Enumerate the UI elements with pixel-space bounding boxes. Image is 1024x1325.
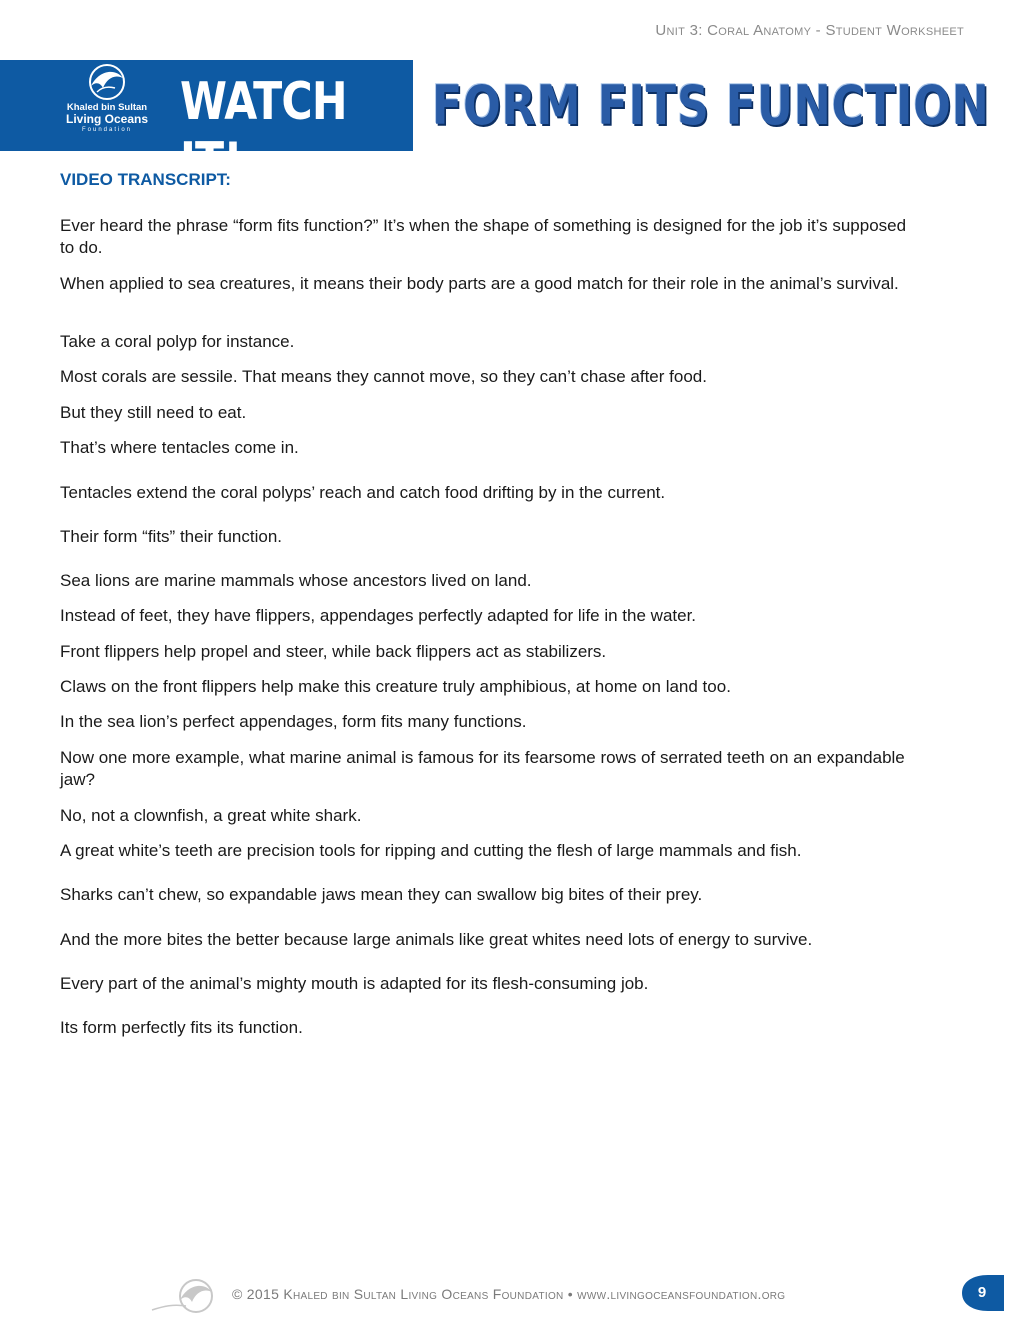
transcript-paragraph: And the more bites the better because large animals like great whites need lots of energy to survive. [60,930,813,949]
transcript-paragraph: Take a coral polyp for instance. [60,332,295,351]
topic-title: FORM FITS FUNCTION [432,74,990,137]
footer-logo-icon [150,1276,222,1316]
logo-line-2: Living Oceans [65,112,149,126]
transcript-paragraph: Ever heard the phrase “form fits function?” It’s when the shape of something is designed for the job it’s supposed to do. [60,216,907,257]
logo-line-1: Khaled bin Sultan [66,102,148,113]
transcript-paragraph: Front flippers help propel and steer, while back flippers act as stabilizers. [60,642,607,661]
banner-label: WATCH IT! [180,72,347,192]
transcript-paragraph: A great white’s teeth are precision tools for ripping and cutting the flesh of large mammals and fish. [60,841,802,860]
transcript-paragraph: Sea lions are marine mammals whose ancestors lived on land. [60,571,532,590]
section-heading: VIDEO TRANSCRIPT: [60,170,231,189]
transcript-paragraph: When applied to sea creatures, it means their body parts are a good match for their role in the animal’s survival. [60,274,899,293]
transcript-paragraph: Claws on the front flippers help make this creature truly amphibious, at home on land too. [60,677,731,696]
transcript-paragraph: Sharks can’t chew, so expandable jaws mean they can swallow big bites of their prey. [60,885,703,904]
transcript-paragraph: That’s where tentacles come in. [60,438,299,457]
page-number: 9 [977,1284,987,1301]
foundation-logo [52,62,162,148]
wave-logo-icon [85,62,129,102]
transcript-paragraph: No, not a clownfish, a great white shark. [60,806,362,825]
transcript-paragraph: Instead of feet, they have flippers, appendages perfectly adapted for life in the water. [60,606,697,625]
transcript-paragraph: Its form perfectly fits its function. [60,1018,303,1037]
logo-line-3: Foundation [81,127,133,133]
footer-copyright: © 2015 Khaled bin Sultan Living Oceans Foundation • www.livingoceansfoundation.org [232,1286,786,1302]
transcript-paragraph: But they still need to eat. [60,403,247,422]
transcript-paragraph: Every part of the animal’s mighty mouth is adapted for its flesh-consuming job. [60,974,649,993]
transcript-paragraph: Now one more example, what marine animal is famous for its fearsome rows of serrated teeth on an expandable jaw? [60,748,905,789]
transcript-paragraph: Tentacles extend the coral polyps’ reach and catch food drifting by in the current. [60,483,666,502]
running-head: Unit 3: Coral Anatomy - Student Worksheet [655,22,964,39]
transcript-paragraph: Most corals are sessile. That means they cannot move, so they can’t chase after food. [60,367,707,386]
page-footer [0,1270,1024,1320]
transcript-paragraph: Their form “fits” their function. [60,527,283,546]
transcript-paragraph: In the sea lion’s perfect appendages, form fits many functions. [60,712,527,731]
